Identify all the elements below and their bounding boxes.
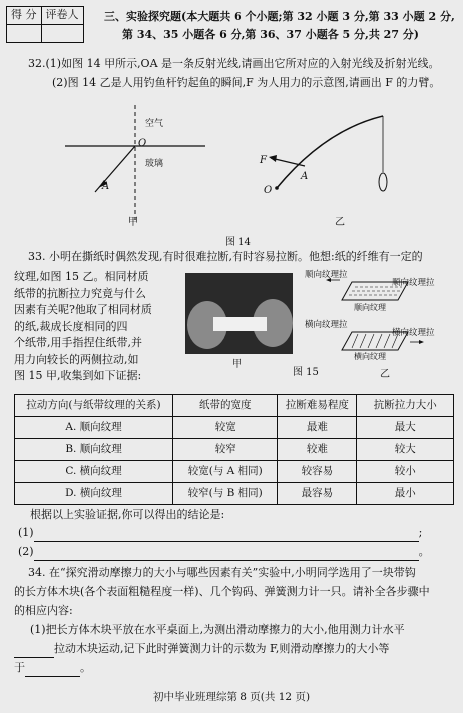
figure-15-b-caption: 乙 — [380, 369, 390, 380]
label-pull-long-a: 顺向纹理拉 — [305, 270, 348, 280]
table-cell: 最难 — [278, 417, 357, 439]
table-cell: D. 横向纹理 — [15, 483, 173, 505]
fish-icon — [379, 173, 387, 191]
glass-label: 玻璃 — [145, 159, 164, 169]
figure-15-caption: 图 15 — [293, 367, 319, 378]
q33-left-line: 用力向较长的两侧拉动,如 — [14, 352, 139, 366]
label-pull-trans-b: 横向纹理拉 — [392, 328, 435, 338]
q33-left-text — [14, 269, 184, 385]
figure-14-a — [60, 100, 210, 235]
q34-line-2: 的长方体木块(各个表面粗糙程度一样)、几个钩码、弹簧测力计一只。请补全各步骤中 — [14, 585, 430, 598]
table-cell: 最容易 — [278, 483, 357, 505]
answer-blank-2[interactable] — [34, 545, 419, 561]
table-cell: 最大 — [357, 417, 454, 439]
score-label: 得 分 — [7, 7, 42, 25]
table-cell: 较难 — [278, 439, 357, 461]
air-label: 空气 — [145, 119, 164, 129]
table-cell: 较宽(与 A 相同) — [173, 461, 278, 483]
arrow-right-icon — [419, 340, 424, 344]
q34-line-4: (1)把长方体木块平放在水平桌面上,为测出滑动摩擦力的大小,他用测力计水平 — [30, 623, 405, 636]
table-row — [15, 417, 454, 439]
q34-line-5: 拉动木块运动,记下此时弹簧测力计的示数为 F,则滑动摩擦力的大小等 — [14, 642, 389, 658]
q33-line-1: 33. 小明在撕纸时偶然发现,有时很难拉断,有时容易拉断。他想:纸的纤维有一定的 — [28, 250, 423, 263]
strip-a-label: 顺向纹理 — [354, 303, 386, 312]
conclusion-prompt: 根据以上实验证据,你可以得出的结论是: — [30, 508, 225, 521]
answer-blank-friction[interactable] — [25, 661, 80, 677]
table-cell: C. 横向纹理 — [15, 461, 173, 483]
fishing-rod — [277, 116, 383, 188]
answer-blank-1[interactable] — [34, 526, 419, 542]
point-a-label: A — [102, 181, 110, 192]
figure-15-a-caption: 甲 — [232, 359, 242, 370]
table-row — [15, 483, 454, 505]
strip-b-label: 横向纹理 — [354, 352, 386, 361]
grader-label: 评卷人 — [41, 7, 83, 25]
answer-line-2: (2) 。 — [18, 545, 448, 561]
photo-tearing-paper — [185, 273, 293, 354]
q33-left-line: 因素有关呢?他取了相同材质 — [14, 303, 152, 316]
point-o-label: O — [138, 138, 147, 149]
table-header: 拉断难易程度 — [278, 395, 357, 417]
q32-line-2: (2)图 14 乙是人用钓鱼杆钓起鱼的瞬间,F 为人用力的示意图,请画出 F 的力臂。 — [52, 76, 441, 89]
q34-line-6: 于 。 — [14, 661, 91, 677]
figure-14-b-caption: 乙 — [335, 217, 345, 228]
table-row — [15, 461, 454, 483]
page-footer: 初中毕业班理综第 8 页(共 12 页) — [152, 691, 311, 703]
table-header: 拉动方向(与纸带纹理的关系) — [15, 395, 173, 417]
table-header-row — [15, 395, 454, 417]
force-arrowhead-icon — [269, 155, 277, 162]
figure-14-caption: 图 14 — [225, 237, 251, 248]
q32-line-1: 32.(1)如图 14 甲所示,OA 是一条反射光线,请画出它所对应的入射光线及折射光线。 — [28, 57, 440, 70]
evidence-table — [14, 394, 454, 505]
table-cell: A. 顺向纹理 — [15, 417, 173, 439]
table-header: 抗断拉力大小 — [357, 395, 454, 417]
fig-b-a-label: A — [301, 171, 309, 182]
answer-blank-direction[interactable] — [14, 642, 54, 658]
table-cell: 较窄(与 B 相同) — [173, 483, 278, 505]
table-header: 纸带的宽度 — [173, 395, 278, 417]
q33-left-line: 图 15 甲,收集到如下证据: — [14, 369, 142, 382]
force-f-label: F — [260, 155, 267, 166]
q33-left-line: 个纸带,用手指捏住纸带,并 — [14, 336, 142, 349]
fig-b-o-label: O — [264, 185, 273, 196]
table-cell: 较小 — [357, 461, 454, 483]
label-pull-trans-a: 横向纹理拉 — [305, 320, 348, 330]
q34-line-3: 的相应内容: — [14, 604, 73, 617]
table-cell: 较容易 — [278, 461, 357, 483]
answer-line-1: (1) ; — [18, 526, 448, 542]
table-row — [15, 439, 454, 461]
table-cell: B. 顺向纹理 — [15, 439, 173, 461]
grader-cell[interactable] — [41, 25, 83, 43]
score-box — [6, 6, 84, 43]
table-cell: 最小 — [357, 483, 454, 505]
q33-left-line: 的纸,裁成长度相同的四 — [14, 319, 128, 333]
section-title-line-1: 三、实验探究题(本大题共 6 个小题;第 32 小题 3 分,第 33 小题 2 分, — [104, 10, 455, 23]
figure-14-b — [255, 110, 405, 210]
table-cell: 较大 — [357, 439, 454, 461]
figure-14-a-caption: 甲 — [128, 217, 138, 228]
q33-left-line: 纸带的抗断拉力究竟与什么 — [14, 286, 146, 300]
table-cell: 较窄 — [173, 439, 278, 461]
score-cell[interactable] — [7, 25, 42, 43]
label-pull-long-b: 顺向纹理拉 — [392, 278, 435, 288]
q33-left-line: 纹理,如图 15 乙。相同材质 — [14, 270, 149, 283]
section-title-line-2: 第 34、35 小题各 6 分,第 36、37 小题各 5 分,共 27 分) — [122, 28, 420, 41]
q34-line-1: 34. 在“探究滑动摩擦力的大小与哪些因素有关”实验中,小明同学选用了一块带钩 — [28, 566, 416, 579]
table-cell: 较宽 — [173, 417, 278, 439]
